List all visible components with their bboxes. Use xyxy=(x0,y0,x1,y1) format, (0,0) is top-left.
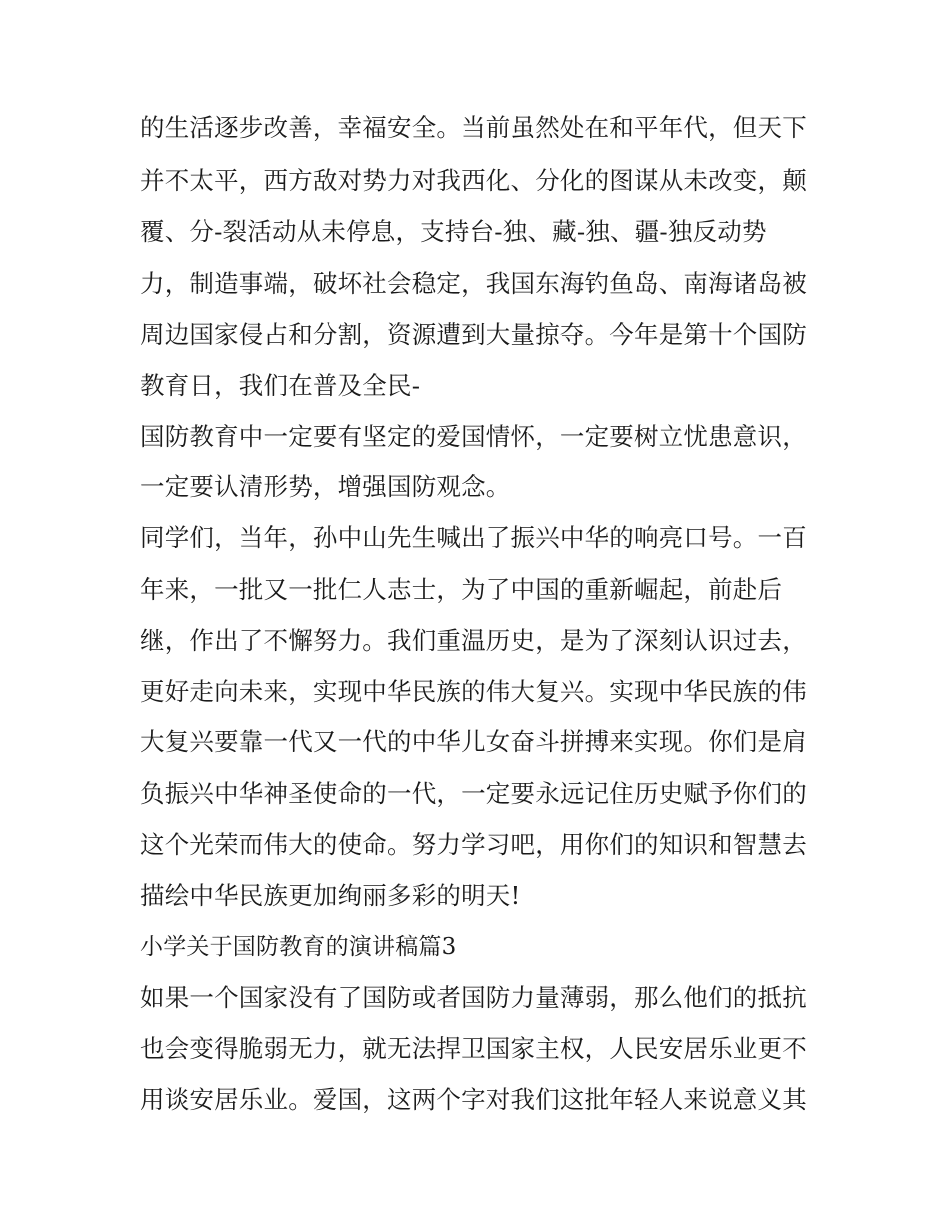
text-line: 覆、分-裂活动从未停息，支持台-独、藏-独、疆-独反动势 xyxy=(140,217,767,246)
text-line: 同学们，当年，孙中山先生喊出了振兴中华的响亮口号。一百 xyxy=(140,523,807,552)
text-line: 负振兴中华神圣使命的一代，一定要永远记住历史赋予你们的 xyxy=(140,779,807,808)
text-line: 也会变得脆弱无力，就无法捍卫国家主权，人民安居乐业更不 xyxy=(140,1034,807,1063)
section-heading: 小学关于国防教育的演讲稿篇3 xyxy=(140,934,457,960)
text-line: 继，作出了不懈努力。我们重温历史，是为了深刻认识过去， xyxy=(140,626,807,655)
text-line: 国防教育中一定要有坚定的爱国情怀，一定要树立忧患意识， xyxy=(140,422,807,451)
text-line: 如果一个国家没有了国防或者国防力量薄弱，那么他们的抵抗 xyxy=(140,983,807,1012)
text-line: 大复兴要靠一代又一代的中华儿女奋斗拼搏来实现。你们是肩 xyxy=(140,727,807,756)
text-line: 的生活逐步改善，幸福安全。当前虽然处在和平年代，但天下 xyxy=(140,113,807,142)
text-line: 一定要认清形势，增强国防观念。 xyxy=(140,472,511,501)
text-line: 力，制造事端，破坏社会稳定，我国东海钓鱼岛、南海诸岛被 xyxy=(140,269,807,298)
text-line: 用谈安居乐业。爱国，这两个字对我们这批年轻人来说意义其 xyxy=(140,1085,807,1114)
text-line: 更好走向未来，实现中华民族的伟大复兴。实现中华民族的伟 xyxy=(140,677,807,706)
text-line: 这个光荣而伟大的使命。努力学习吧，用你们的知识和智慧去 xyxy=(140,830,807,859)
text-line: 教育日，我们在普及全民- xyxy=(140,371,421,400)
text-line: 周边国家侵占和分割，资源遭到大量掠夺。今年是第十个国防 xyxy=(140,320,807,349)
text-line: 年来，一批又一批仁人志士，为了中国的重新崛起，前赴后 xyxy=(140,575,783,604)
text-line: 并不太平，西方敌对势力对我西化、分化的图谋从未改变，颠 xyxy=(140,166,807,195)
text-line: 描绘中华民族更加绚丽多彩的明天! xyxy=(140,881,521,910)
